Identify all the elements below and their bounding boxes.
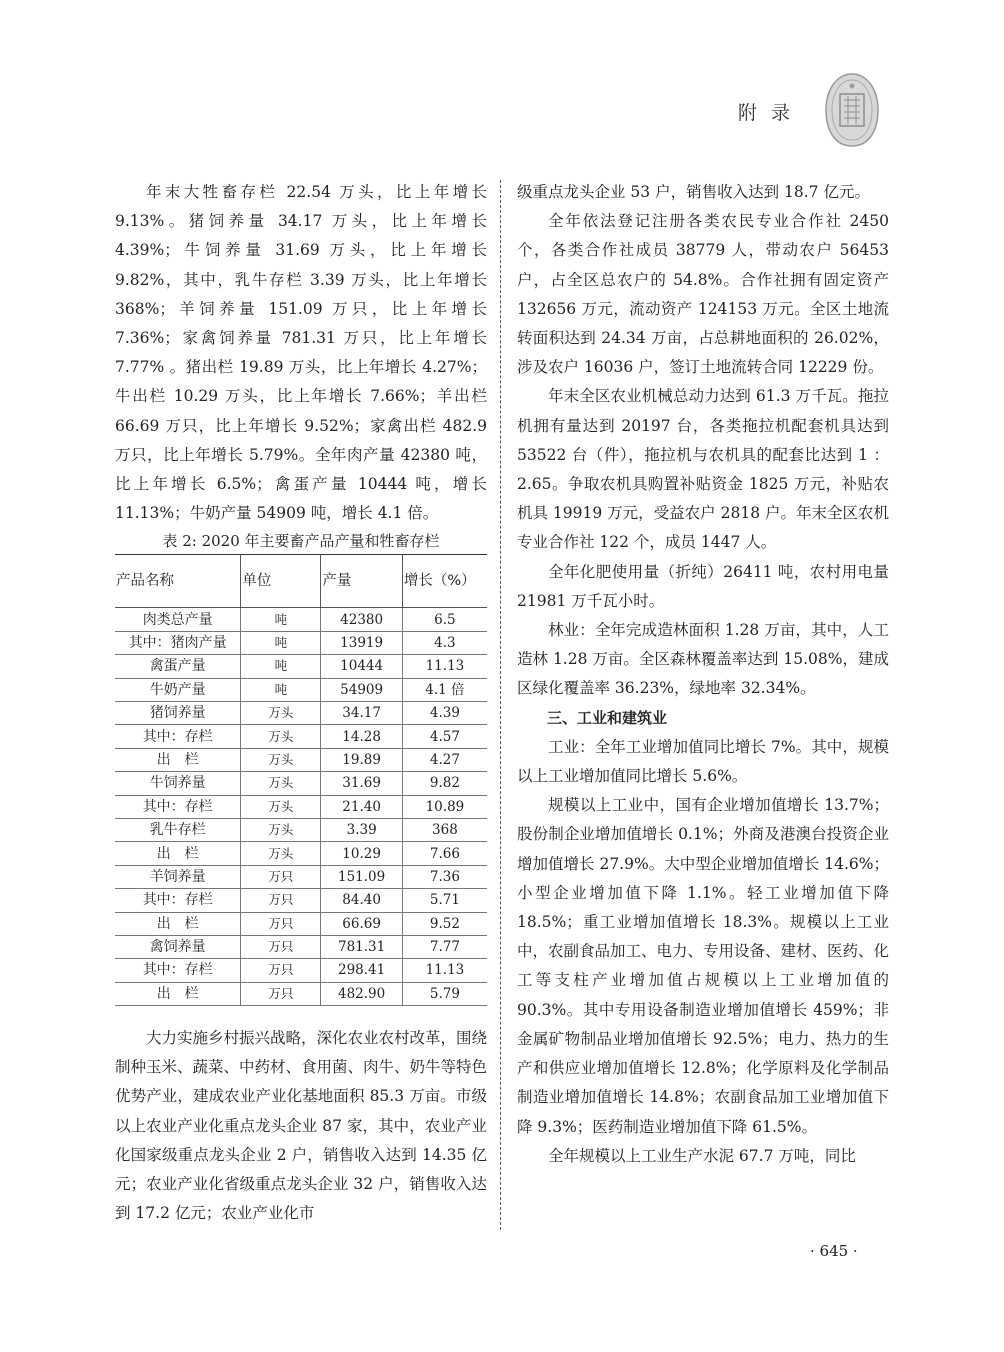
- cell-output: 3.39: [321, 818, 402, 841]
- table-caption: 表 2: 2020 年主要畜产品产量和牲畜存栏: [162, 532, 440, 551]
- cell-output: 66.69: [321, 912, 402, 935]
- table-row: [115, 982, 487, 1005]
- cell-growth: 9.52: [402, 912, 487, 935]
- cell-unit: 万只: [241, 912, 321, 935]
- table-row: [115, 631, 487, 654]
- table-row: [115, 865, 487, 888]
- cell-product-name: 猪饲养量: [115, 702, 241, 725]
- cell-product-name: 其中：存栏: [115, 725, 241, 748]
- livestock-table: [115, 554, 487, 1006]
- cell-unit: 万只: [241, 865, 321, 888]
- right-column: [517, 178, 889, 1171]
- cell-output: 10.29: [321, 842, 402, 865]
- paragraph-rural-revitalization: 大力实施乡村振兴战略，深化农业农村改革，围绕制种玉米、蔬菜、中药材、食用菌、肉牛、奶牛等特色优势产业，建成农业产业化基地面积 85.3 万亩。市级以上农业产业化重点龙头企业 87 家，其中，农业产业化国家级重点龙头企业 2 户，销售收入达到 14.35 亿元；农业产业化省级重点龙头企业 32 户，销售收入达到 17.2 亿元；农业产业化市: [115, 1029, 488, 1223]
- cell-growth: 4.27: [402, 748, 487, 771]
- cell-unit: 万头: [241, 818, 321, 841]
- table-row: [115, 889, 487, 912]
- cell-growth: 9.82: [402, 772, 487, 795]
- table-row: [115, 795, 487, 818]
- table-row: [115, 655, 487, 678]
- paragraph-industry: 工业：全年工业增加值同比增长 7%。其中，规模以上工业增加值同比增长 5.6%。: [517, 737, 889, 786]
- cell-unit: 万头: [241, 842, 321, 865]
- cell-growth: 4.1 倍: [402, 678, 487, 701]
- cell-output: 151.09: [321, 865, 402, 888]
- paragraph-forestry: 林业：全年完成造林面积 1.28 万亩，其中，人工造林 1.28 万亩。全区森林覆盖率达到 15.08%，建成区绿化覆盖率 36.23%，绿地率 32.34%。: [517, 621, 889, 698]
- cell-unit: 万头: [241, 702, 321, 725]
- cell-product-name: 牛饲养量: [115, 772, 241, 795]
- cell-product-name: 其中：存栏: [115, 959, 241, 982]
- cell-output: 42380: [321, 608, 402, 631]
- cell-product-name: 其中：存栏: [115, 889, 241, 912]
- cell-output: 781.31: [321, 935, 402, 958]
- cell-output: 84.40: [321, 889, 402, 912]
- cell-unit: 万头: [241, 725, 321, 748]
- running-header: 附录: [738, 102, 805, 124]
- cell-output: 10444: [321, 655, 402, 678]
- cell-growth: 5.71: [402, 889, 487, 912]
- cell-product-name: 肉类总产量: [115, 608, 241, 631]
- cell-output: 19.89: [321, 748, 402, 771]
- cell-product-name: 乳牛存栏: [115, 818, 241, 841]
- cell-product-name: 出 栏: [115, 912, 241, 935]
- table-row: [115, 748, 487, 771]
- cell-unit: 吨: [241, 631, 321, 654]
- paragraph-cement: 全年规模以上工业生产水泥 67.7 万吨，同比: [548, 1146, 856, 1165]
- table-row: [115, 702, 487, 725]
- cell-unit: 万头: [241, 772, 321, 795]
- cell-product-name: 出 栏: [115, 748, 241, 771]
- paragraph-continued: 级重点龙头企业 53 户，销售收入达到 18.7 亿元。: [517, 183, 870, 201]
- cell-unit: 万只: [241, 982, 321, 1005]
- section-heading-industry: 三、工业和建筑业: [547, 708, 668, 727]
- cell-growth: 4.39: [402, 702, 487, 725]
- table-row: [115, 608, 487, 631]
- table-header-row: [115, 555, 487, 608]
- cell-unit: 万只: [241, 935, 321, 958]
- paragraph-livestock: 年末大牲畜存栏 22.54 万头，比上年增长 9.13%。猪饲养量 34.17 万头，比上年增长 4.39%；牛饲养量 31.69 万头，比上年增长 9.82%，其中，乳牛存栏 3.39 万头，比上年增长 368%；羊饲养量 151.09 万只，比上年增长 7.36%；家禽饲养量 781.31 万只，比上年增长 7.77% 。猪出栏 19.89 万头，比上年增长 4.27%；牛出栏 10.29 万头，比上年增长 7.66%；羊出栏 66.69 万只，比上年增长 9.52%；家禽出栏 482.9 万只，比上年增长 5.79%。全年肉产量 42380 吨，比上年增长 6.5%；禽蛋产量 10444 吨，增长 11.13%；牛奶产量 54909 吨，增长 4.1 倍。: [115, 183, 487, 523]
- table-row: [115, 959, 487, 982]
- table-row: [115, 935, 487, 958]
- cell-growth: 4.57: [402, 725, 487, 748]
- cell-output: 298.41: [321, 959, 402, 982]
- table-row: [115, 842, 487, 865]
- cell-growth: 11.13: [402, 655, 487, 678]
- cell-product-name: 禽蛋产量: [115, 655, 241, 678]
- cell-unit: 万只: [241, 889, 321, 912]
- left-column: [115, 178, 487, 1229]
- table-row: [115, 818, 487, 841]
- cell-growth: 10.89: [402, 795, 487, 818]
- cell-growth: 7.66: [402, 842, 487, 865]
- column-header-unit: 单位: [241, 555, 321, 608]
- cell-product-name: 其中：存栏: [115, 795, 241, 818]
- cell-growth: 368: [402, 818, 487, 841]
- column-header-name: 产品名称: [115, 555, 241, 608]
- paragraph-cooperatives: 全年依法登记注册各类农民专业合作社 2450 个，各类合作社成员 38779 人，带动农户 56453 户，占全区总农户的 54.8%。合作社拥有固定资产 132656 万元，流动资产 124153 万元。全区土地流转面积达到 24.34 万亩，占总耕地面积的 26.02%，涉及农户 16036 户，签订土地流转合同 12229 份。: [517, 212, 889, 377]
- cell-unit: 吨: [241, 678, 321, 701]
- seal-decoration-icon: [822, 70, 882, 150]
- paragraph-enterprise-types: 规模以上工业中，国有企业增加值增长 13.7%；股份制企业增加值增长 0.1%；外商及港澳台投资企业增加值增长 27.9%。大中型企业增加值增长 14.6%；小型企业增加值下降 1.1%。轻工业增加值下降 18.5%；重工业增加值增长 18.3%。规模以上工业中，农副食品加工、电力、专用设备、建材、医药、化工等支柱产业增加值占规模以上工业增加值的 90.3%。其中专用设备制造业增加值增长 459%；非金属矿物制品业增加值增长 92.5%；电力、热力的生产和供应业增加值增长 12.8%；化学原料及化学制品制造业增加值增长 14.8%；农副食品加工业增加值下降 9.3%；医药制造业增加值下降 61.5%。: [517, 796, 890, 1136]
- cell-growth: 6.5: [402, 608, 487, 631]
- paragraph-machinery: 年末全区农业机械总动力达到 61.3 万千瓦。拖拉机拥有量达到 20197 台，各类拖拉机配套机具达到 53522 台（件），拖拉机与农机具的配套比达到 1 ： 2.65。争取农机具购置补贴资金 1825 万元，补贴农机具 19919 万元，受益农户 2818 户。年末全区农机专业合作社 122 个，成员 1447 人。: [517, 387, 889, 552]
- column-divider: [500, 180, 501, 1230]
- cell-output: 13919: [321, 631, 402, 654]
- column-header-output: 产量: [321, 555, 402, 608]
- cell-growth: 7.77: [402, 935, 487, 958]
- cell-unit: 万头: [241, 748, 321, 771]
- cell-output: 14.28: [321, 725, 402, 748]
- cell-growth: 5.79: [402, 982, 487, 1005]
- cell-product-name: 禽饲养量: [115, 935, 241, 958]
- cell-growth: 11.13: [402, 959, 487, 982]
- cell-output: 31.69: [321, 772, 402, 795]
- cell-product-name: 羊饲养量: [115, 865, 241, 888]
- table-row: [115, 678, 487, 701]
- cell-unit: 万只: [241, 959, 321, 982]
- cell-product-name: 出 栏: [115, 842, 241, 865]
- cell-growth: 4.3: [402, 631, 487, 654]
- table-row: [115, 772, 487, 795]
- cell-product-name: 其中：猪肉产量: [115, 631, 241, 654]
- cell-output: 21.40: [321, 795, 402, 818]
- page-number: · 645 ·: [810, 1242, 858, 1260]
- paragraph-fertilizer: 全年化肥使用量（折纯）26411 吨，农村用电量 21981 万千瓦小时。: [517, 562, 889, 610]
- cell-product-name: 出 栏: [115, 982, 241, 1005]
- cell-unit: 吨: [241, 655, 321, 678]
- cell-output: 54909: [321, 678, 402, 701]
- cell-output: 482.90: [321, 982, 402, 1005]
- table-row: [115, 912, 487, 935]
- cell-unit: 吨: [241, 608, 321, 631]
- table-row: [115, 725, 487, 748]
- cell-product-name: 牛奶产量: [115, 678, 241, 701]
- cell-unit: 万头: [241, 795, 321, 818]
- column-header-growth: 增长（%）: [402, 555, 487, 608]
- cell-growth: 7.36: [402, 865, 487, 888]
- cell-output: 34.17: [321, 702, 402, 725]
